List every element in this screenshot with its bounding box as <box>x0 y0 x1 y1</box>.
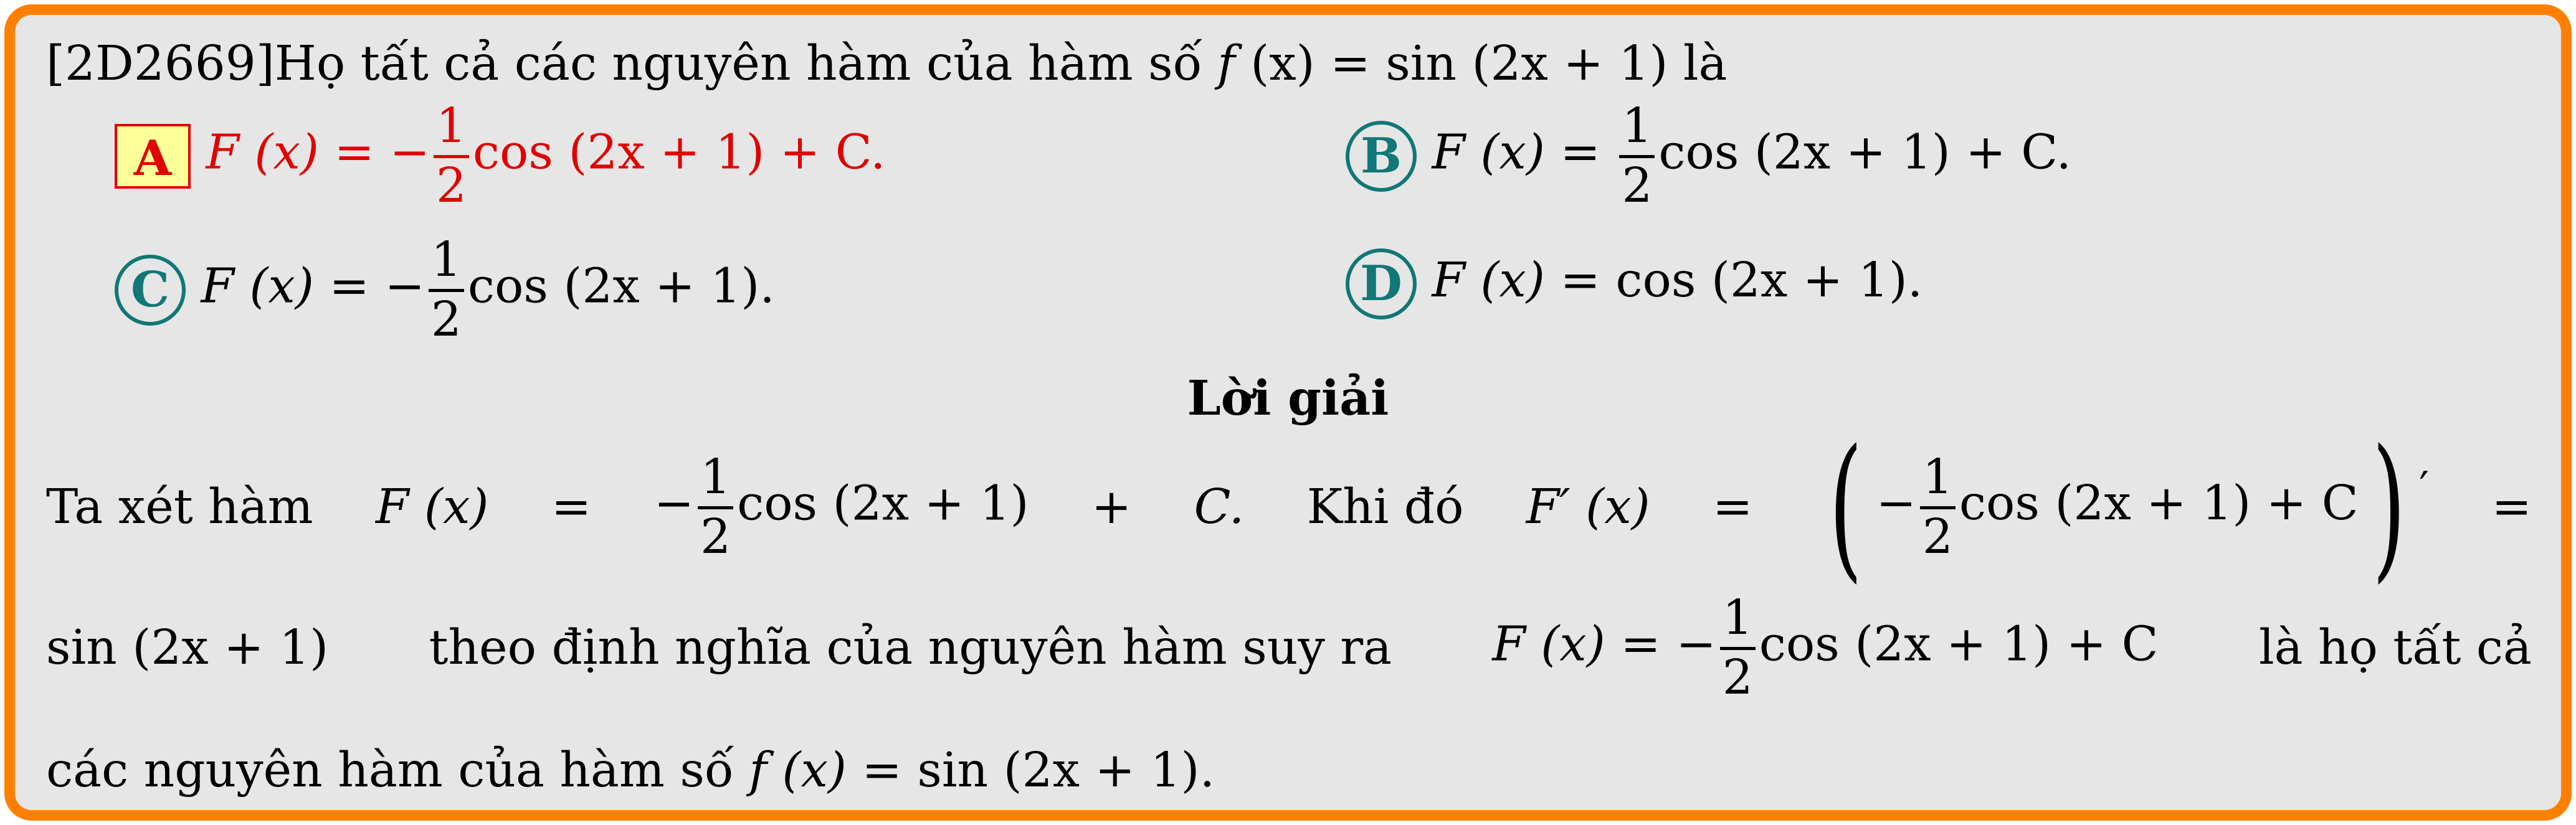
option-c-num: 1 <box>430 232 462 288</box>
sol-l1-cos: cos (2x + 1) <box>737 476 1029 531</box>
option-b-den: 2 <box>1619 155 1655 210</box>
question-arg: (x) <box>1250 36 1315 92</box>
option-b-fraction <box>1619 98 1655 214</box>
sol-l1-eq2: = <box>1712 479 1753 535</box>
option-b[interactable] <box>1346 98 2071 214</box>
option-b-num: 1 <box>1622 98 1653 154</box>
sol-l2-end: là họ tất cả <box>2258 620 2532 676</box>
solution-line-1 <box>46 416 2532 597</box>
sol-l1-fpx: F′ (x) <box>1526 479 1650 535</box>
solution-line-2 <box>46 590 2532 705</box>
sol-l3-f: f (x) <box>749 743 847 798</box>
question-suffix: là <box>1683 36 1728 92</box>
sol-l1-in-num: 1 <box>1922 449 1953 505</box>
sol-l2-sin: sin (2x + 1) <box>46 620 329 676</box>
solution-heading: Lời giải <box>1187 370 1389 427</box>
sol-l1-in-sign: − <box>1876 476 1916 531</box>
option-badge-b: B <box>1346 121 1417 192</box>
option-a-sign: − <box>389 125 430 181</box>
option-c-sign: − <box>384 258 425 314</box>
sol-l2-expr <box>1492 590 2159 705</box>
question-eq: = <box>1330 36 1371 92</box>
question-card <box>4 4 2572 821</box>
sol-l1-fx: F (x) <box>376 479 489 535</box>
sol-l1-fraction <box>698 449 733 565</box>
option-d-lhs: F (x) = <box>1432 253 1600 308</box>
option-a-den: 2 <box>434 155 469 210</box>
option-a[interactable] <box>115 98 886 214</box>
sol-l1-rparen: ) <box>2372 416 2406 597</box>
sol-l1-num: 1 <box>700 449 731 505</box>
option-b-lhs: F (x) = <box>1432 125 1600 181</box>
sol-l2-fraction <box>1720 590 1756 705</box>
sol-l2-num: 1 <box>1722 590 1753 646</box>
option-a-lhs: F (x) = <box>206 125 374 181</box>
sol-l2-fx: F (x) = <box>1492 616 1661 672</box>
sol-l1-prime: ′ <box>2419 462 2430 514</box>
sol-l1-plus: + <box>1091 479 1132 535</box>
question-f: f <box>1217 36 1235 92</box>
sol-l1-text: Ta xét hàm <box>46 479 313 535</box>
option-d[interactable] <box>1346 248 1922 319</box>
sol-l1-sign: − <box>654 476 695 531</box>
question-rhs: sin (2x + 1) <box>1385 36 1668 92</box>
option-badge-d: D <box>1346 248 1417 319</box>
option-d-rest: cos (2x + 1). <box>1615 253 1923 308</box>
option-c-rest: cos (2x + 1). <box>467 258 775 314</box>
option-c-lhs: F (x) = <box>201 258 369 314</box>
question-text: Họ tất cả các nguyên hàm của hàm số <box>274 36 1202 92</box>
option-b-rest: cos (2x + 1) + C. <box>1658 125 2071 181</box>
sol-l3-rest: = sin (2x + 1). <box>862 743 1215 798</box>
sol-l1-khi: Khi đó <box>1306 479 1464 535</box>
option-c-fraction <box>429 232 464 347</box>
sol-l1-expr <box>654 449 1029 565</box>
sol-l2-rest: cos (2x + 1) + C <box>1759 616 2159 672</box>
sol-l1-in-rest: cos (2x + 1) + C <box>1959 476 2359 531</box>
sol-l1-in-den: 2 <box>1920 506 1956 561</box>
question-code: [2D2669] <box>46 36 275 92</box>
sol-l1-in-fraction <box>1920 449 1956 565</box>
option-badge-c: C <box>115 255 186 326</box>
sol-l3-text: các nguyên hàm của hàm số <box>46 743 734 798</box>
sol-l1-eq3: = <box>2491 479 2532 535</box>
sol-l2-sign: − <box>1676 616 1716 672</box>
option-c-den: 2 <box>429 289 464 344</box>
sol-l1-lparen: ( <box>1828 416 1863 597</box>
sol-l1-paren-expr <box>1815 416 2430 597</box>
solution-line-3 <box>46 743 1215 798</box>
option-a-num: 1 <box>435 98 467 154</box>
answer-badge-a: A <box>115 124 191 189</box>
option-a-fraction <box>434 98 469 214</box>
sol-l2-text: theo định nghĩa của nguyên hàm suy ra <box>429 620 1392 676</box>
sol-l2-den: 2 <box>1720 647 1756 702</box>
option-c[interactable] <box>115 232 775 347</box>
sol-l1-c: C. <box>1194 479 1245 535</box>
sol-l1-eq: = <box>551 479 592 535</box>
option-a-rest: cos (2x + 1) + C. <box>472 125 886 181</box>
question-line <box>46 36 1728 92</box>
sol-l1-den: 2 <box>698 506 733 561</box>
